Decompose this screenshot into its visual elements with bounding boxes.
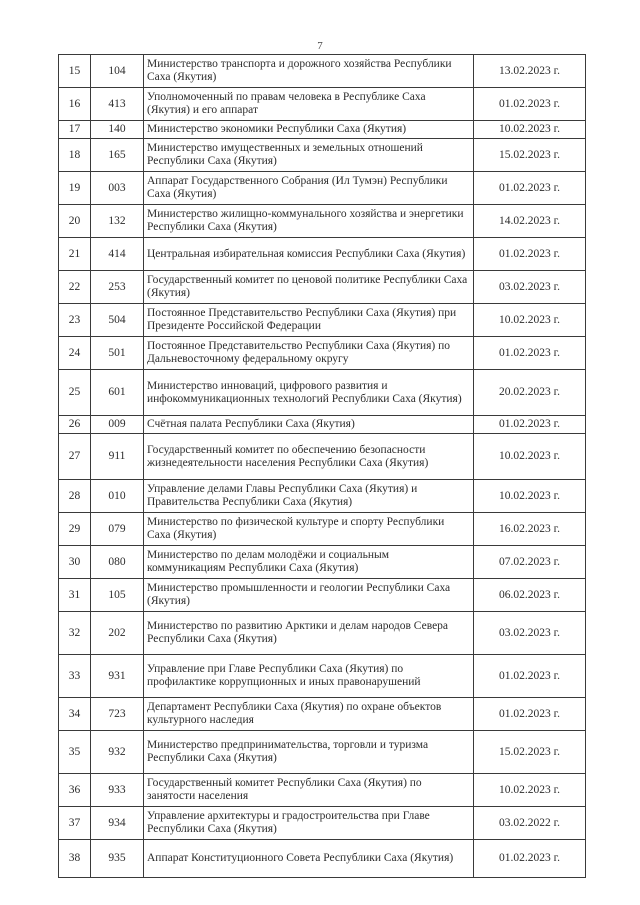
row-number: 35 xyxy=(59,731,91,774)
org-code: 413 xyxy=(91,88,144,121)
org-code: 140 xyxy=(91,121,144,139)
table-row xyxy=(59,513,586,546)
org-code: 080 xyxy=(91,546,144,579)
org-name: Управление при Главе Республики Саха (Якутия) по профилактике коррупционных и иных правонарушений xyxy=(144,655,474,698)
table-row xyxy=(59,698,586,731)
org-code: 079 xyxy=(91,513,144,546)
org-name: Министерство имущественных и земельных отношений Республики Саха (Якутия) xyxy=(144,139,474,172)
row-date: 15.02.2023 г. xyxy=(474,139,586,172)
row-date: 10.02.2023 г. xyxy=(474,434,586,480)
row-number: 21 xyxy=(59,238,91,271)
table-row xyxy=(59,434,586,480)
org-name: Управление делами Главы Республики Саха (Якутия) и Правительства Республики Саха (Якутия) xyxy=(144,480,474,513)
org-code: 501 xyxy=(91,337,144,370)
row-date: 03.02.2022 г. xyxy=(474,807,586,840)
org-code: 933 xyxy=(91,774,144,807)
row-date: 01.02.2023 г. xyxy=(474,655,586,698)
org-name: Постоянное Представительство Республики Саха (Якутия) при Президенте Российской Федерации xyxy=(144,304,474,337)
org-name: Министерство транспорта и дорожного хозяйства Республики Саха (Якутия) xyxy=(144,55,474,88)
row-number: 23 xyxy=(59,304,91,337)
org-name: Министерство инноваций, цифрового развития и инфокоммуникационных технологий Республики Саха (Якутия) xyxy=(144,370,474,416)
row-date: 03.02.2023 г. xyxy=(474,271,586,304)
row-number: 26 xyxy=(59,416,91,434)
row-date: 01.02.2023 г. xyxy=(474,238,586,271)
org-code: 104 xyxy=(91,55,144,88)
org-code: 010 xyxy=(91,480,144,513)
org-name: Государственный комитет Республики Саха (Якутия) по занятости населения xyxy=(144,774,474,807)
table-row xyxy=(59,205,586,238)
row-number: 30 xyxy=(59,546,91,579)
table-row xyxy=(59,304,586,337)
row-date: 03.02.2023 г. xyxy=(474,612,586,655)
table-row xyxy=(59,172,586,205)
row-date: 01.02.2023 г. xyxy=(474,172,586,205)
row-number: 29 xyxy=(59,513,91,546)
table-row xyxy=(59,612,586,655)
row-date: 01.02.2023 г. xyxy=(474,88,586,121)
org-code: 931 xyxy=(91,655,144,698)
table-row xyxy=(59,416,586,434)
row-number: 25 xyxy=(59,370,91,416)
org-name: Государственный комитет по ценовой политике Республики Саха (Якутия) xyxy=(144,271,474,304)
row-number: 38 xyxy=(59,840,91,878)
org-name: Министерство по физической культуре и спорту Республики Саха (Якутия) xyxy=(144,513,474,546)
page-number: 7 xyxy=(317,40,323,52)
row-date: 10.02.2023 г. xyxy=(474,480,586,513)
row-number: 16 xyxy=(59,88,91,121)
org-name: Министерство предпринимательства, торговли и туризма Республики Саха (Якутия) xyxy=(144,731,474,774)
row-date: 01.02.2023 г. xyxy=(474,840,586,878)
org-name: Министерство промышленности и геологии Республики Саха (Якутия) xyxy=(144,579,474,612)
row-date: 07.02.2023 г. xyxy=(474,546,586,579)
row-number: 27 xyxy=(59,434,91,480)
table-row xyxy=(59,271,586,304)
row-date: 15.02.2023 г. xyxy=(474,731,586,774)
row-number: 37 xyxy=(59,807,91,840)
table-row xyxy=(59,55,586,88)
org-code: 132 xyxy=(91,205,144,238)
org-name: Министерство по делам молодёжи и социальным коммуникациям Республики Саха (Якутия) xyxy=(144,546,474,579)
org-name: Министерство жилищно-коммунального хозяйства и энергетики Республики Саха (Якутия) xyxy=(144,205,474,238)
table-row xyxy=(59,139,586,172)
row-date: 14.02.2023 г. xyxy=(474,205,586,238)
org-code: 601 xyxy=(91,370,144,416)
row-number: 28 xyxy=(59,480,91,513)
row-number: 34 xyxy=(59,698,91,731)
org-name: Аппарат Государственного Собрания (Ил Тумэн) Республики Саха (Якутия) xyxy=(144,172,474,205)
org-name: Министерство по развитию Арктики и делам народов Севера Республики Саха (Якутия) xyxy=(144,612,474,655)
org-code: 504 xyxy=(91,304,144,337)
row-date: 06.02.2023 г. xyxy=(474,579,586,612)
row-number: 17 xyxy=(59,121,91,139)
org-name: Постоянное Представительство Республики Саха (Якутия) по Дальневосточному федеральному округу xyxy=(144,337,474,370)
table-body xyxy=(59,55,586,878)
org-name: Центральная избирательная комиссия Республики Саха (Якутия) xyxy=(144,238,474,271)
org-name: Департамент Республики Саха (Якутия) по охране объектов культурного наследия xyxy=(144,698,474,731)
table-row xyxy=(59,579,586,612)
org-code: 009 xyxy=(91,416,144,434)
org-code: 932 xyxy=(91,731,144,774)
org-code: 003 xyxy=(91,172,144,205)
row-number: 32 xyxy=(59,612,91,655)
table-row xyxy=(59,546,586,579)
table-row xyxy=(59,480,586,513)
table-row xyxy=(59,337,586,370)
row-date: 01.02.2023 г. xyxy=(474,337,586,370)
org-code: 911 xyxy=(91,434,144,480)
org-code: 935 xyxy=(91,840,144,878)
table-row xyxy=(59,370,586,416)
org-code: 202 xyxy=(91,612,144,655)
row-number: 19 xyxy=(59,172,91,205)
row-number: 24 xyxy=(59,337,91,370)
row-date: 20.02.2023 г. xyxy=(474,370,586,416)
row-date: 10.02.2023 г. xyxy=(474,121,586,139)
org-code: 934 xyxy=(91,807,144,840)
table-row xyxy=(59,840,586,878)
row-date: 01.02.2023 г. xyxy=(474,416,586,434)
org-name: Министерство экономики Республики Саха (Якутия) xyxy=(144,121,474,139)
row-number: 15 xyxy=(59,55,91,88)
table-row xyxy=(59,774,586,807)
row-number: 18 xyxy=(59,139,91,172)
org-name: Аппарат Конституционного Совета Республики Саха (Якутия) xyxy=(144,840,474,878)
org-code: 414 xyxy=(91,238,144,271)
org-code: 105 xyxy=(91,579,144,612)
org-name: Счётная палата Республики Саха (Якутия) xyxy=(144,416,474,434)
table-row xyxy=(59,238,586,271)
row-date: 13.02.2023 г. xyxy=(474,55,586,88)
table-row xyxy=(59,807,586,840)
org-code: 253 xyxy=(91,271,144,304)
org-name: Уполномоченный по правам человека в Республике Саха (Якутия) и его аппарат xyxy=(144,88,474,121)
org-code: 723 xyxy=(91,698,144,731)
org-code: 165 xyxy=(91,139,144,172)
row-date: 01.02.2023 г. xyxy=(474,698,586,731)
org-name: Государственный комитет по обеспечению безопасности жизнедеятельности населения Республики Саха (Якутия) xyxy=(144,434,474,480)
table-row xyxy=(59,731,586,774)
row-date: 16.02.2023 г. xyxy=(474,513,586,546)
table-row xyxy=(59,655,586,698)
table-row xyxy=(59,121,586,139)
row-date: 10.02.2023 г. xyxy=(474,304,586,337)
table-row xyxy=(59,88,586,121)
row-date: 10.02.2023 г. xyxy=(474,774,586,807)
row-number: 36 xyxy=(59,774,91,807)
organizations-table xyxy=(58,54,586,878)
row-number: 33 xyxy=(59,655,91,698)
row-number: 20 xyxy=(59,205,91,238)
row-number: 22 xyxy=(59,271,91,304)
org-name: Управление архитектуры и градостроительства при Главе Республики Саха (Якутия) xyxy=(144,807,474,840)
row-number: 31 xyxy=(59,579,91,612)
